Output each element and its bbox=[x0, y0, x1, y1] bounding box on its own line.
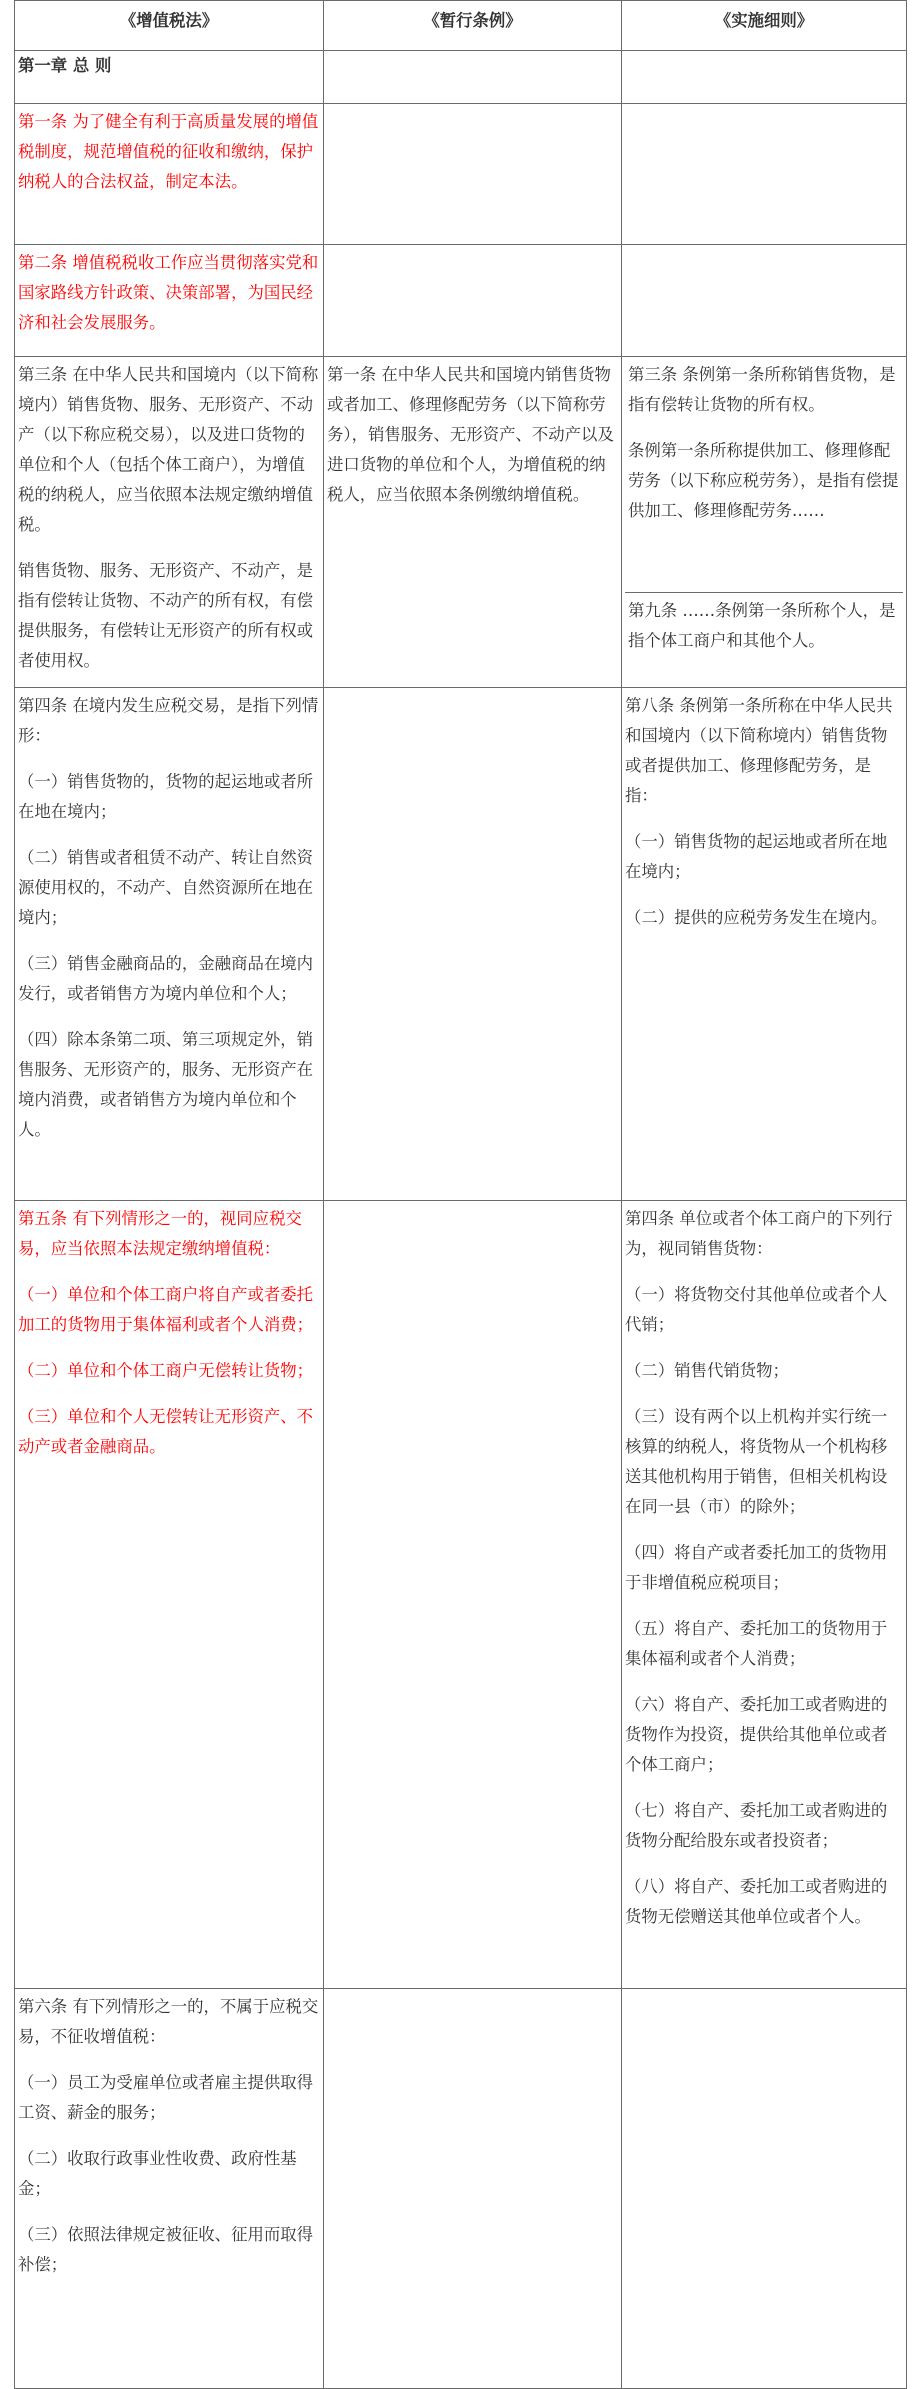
table-row-article-2 bbox=[15, 245, 907, 357]
article-1-text: 第一条 为了健全有利于高质量发展的增值税制度，规范增值税的征收和缴纳，保护纳税人的合法权益，制定本法。 bbox=[15, 104, 324, 245]
article-4-para-3: （二）销售或者租赁不动产、转让自然资源使用权的，不动产、自然资源所在地在境内； bbox=[18, 848, 314, 927]
article-6-para-3: （二）收取行政事业性收费、政府性基金； bbox=[18, 2149, 297, 2198]
article-4-para-2: （一）销售货物的，货物的起运地或者所在地在境内； bbox=[18, 772, 314, 821]
empty-cell bbox=[622, 51, 907, 104]
rules-article-8-para-1: 第八条 条例第一条所称在中华人民共和国境内（以下简称境内）销售货物或者提供加工、修理修配劳务，是指： bbox=[625, 696, 893, 805]
article-5-para-4: （三）单位和个人无偿转让无形资产、不动产或者金融商品。 bbox=[18, 1407, 314, 1456]
table-row-article-5 bbox=[15, 1201, 907, 1989]
empty-cell bbox=[324, 688, 622, 1201]
empty-cell bbox=[324, 245, 622, 357]
law-comparison-table bbox=[14, 0, 907, 2389]
article-5-para-1: 第五条 有下列情形之一的，视同应税交易，应当依照本法规定缴纳增值税： bbox=[18, 1209, 302, 1258]
rules-article-3 bbox=[625, 357, 903, 592]
chapter-title: 第一章 总 则 bbox=[15, 51, 324, 104]
table-row-article-4 bbox=[15, 688, 907, 1201]
rules-article-8-para-3: （二）提供的应税劳务发生在境内。 bbox=[625, 908, 888, 927]
article-6-cell bbox=[15, 1989, 324, 2389]
article-4-para-4: （三）销售金融商品的，金融商品在境内发行，或者销售方为境内单位和个人； bbox=[18, 954, 314, 1003]
empty-cell bbox=[324, 1989, 622, 2389]
rules-article-4-para-6: （五）将自产、委托加工的货物用于集体福利或者个人消费； bbox=[625, 1619, 888, 1668]
rules-article-4-para-5: （四）将自产或者委托加工的货物用于非增值税应税项目； bbox=[625, 1543, 888, 1592]
rules-article-3-9-cell bbox=[622, 357, 907, 688]
article-6-para-2: （一）员工为受雇单位或者雇主提供取得工资、薪金的服务； bbox=[18, 2073, 314, 2122]
article-2-text: 第二条 增值税税收工作应当贯彻落实党和国家路线方针政策、决策部署，为国民经济和社会发展服务。 bbox=[15, 245, 324, 357]
empty-cell bbox=[324, 1201, 622, 1989]
regulation-article-1: 第一条 在中华人民共和国境内销售货物或者加工、修理修配劳务（以下简称劳务），销售服务、无形资产、不动产以及进口货物的单位和个人，为增值税的纳税人，应当依照本条例缴纳增值税。 bbox=[324, 357, 622, 688]
article-4-para-5: （四）除本条第二项、第三项规定外，销售服务、无形资产的，服务、无形资产在境内消费，或者销售方为境内单位和个人。 bbox=[18, 1030, 314, 1139]
rules-article-4-para-4: （三）设有两个以上机构并实行统一核算的纳税人，将货物从一个机构移送其他机构用于销售，但相关机构设在同一县（市）的除外； bbox=[625, 1407, 888, 1516]
rules-article-4-para-8: （七）将自产、委托加工或者购进的货物分配给股东或者投资者； bbox=[625, 1801, 888, 1850]
article-5-para-2: （一）单位和个体工商户将自产或者委托加工的货物用于集体福利或者个人消费； bbox=[18, 1285, 314, 1334]
table-row-article-3 bbox=[15, 357, 907, 688]
article-6-para-1: 第六条 有下列情形之一的，不属于应税交易，不征收增值税： bbox=[18, 1997, 319, 2046]
article-6-para-4: （三）依照法律规定被征收、征用而取得补偿； bbox=[18, 2225, 314, 2274]
header-vat-law: 《增值税法》 bbox=[15, 1, 324, 51]
empty-cell bbox=[622, 104, 907, 245]
rules-article-4-para-9: （八）将自产、委托加工或者购进的货物无偿赠送其他单位或者个人。 bbox=[625, 1877, 888, 1926]
chapter-row bbox=[15, 51, 907, 104]
table-row-article-1 bbox=[15, 104, 907, 245]
article-3-para-1: 第三条 在中华人民共和国境内（以下简称境内）销售货物、服务、无形资产、不动产（以下称应税交易），以及进口货物的单位和个人（包括个体工商户），为增值税的纳税人，应当依照本法规定缴纳增值税。 bbox=[18, 365, 319, 534]
rules-article-4-para-1: 第四条 单位或者个体工商户的下列行为，视同销售货物： bbox=[625, 1209, 893, 1258]
empty-cell bbox=[324, 104, 622, 245]
article-5-cell bbox=[15, 1201, 324, 1989]
header-interim-regulations: 《暂行条例》 bbox=[324, 1, 622, 51]
rules-article-4-para-7: （六）将自产、委托加工或者购进的货物作为投资，提供给其他单位或者个体工商户； bbox=[625, 1695, 888, 1774]
article-3-para-2: 销售货物、服务、无形资产、不动产，是指有偿转让货物、不动产的所有权，有偿提供服务，有偿转让无形资产的所有权或者使用权。 bbox=[18, 561, 314, 670]
empty-cell bbox=[622, 1989, 907, 2389]
rules-article-4-para-2: （一）将货物交付其他单位或者个人代销； bbox=[625, 1285, 888, 1334]
rules-article-3-para-2: 条例第一条所称提供加工、修理修配劳务（以下称应税劳务），是指有偿提供加工、修理修配劳务…… bbox=[628, 441, 899, 520]
rules-article-4-para-3: （二）销售代销货物； bbox=[625, 1361, 789, 1380]
article-4-cell bbox=[15, 688, 324, 1201]
rules-article-4-cell bbox=[622, 1201, 907, 1989]
empty-cell bbox=[622, 245, 907, 357]
article-5-para-3: （二）单位和个体工商户无偿转让货物； bbox=[18, 1361, 314, 1380]
empty-cell bbox=[324, 51, 622, 104]
rules-article-8-para-2: （一）销售货物的起运地或者所在地在境内； bbox=[625, 832, 888, 881]
article-4-para-1: 第四条 在境内发生应税交易，是指下列情形： bbox=[18, 696, 319, 745]
article-3-cell bbox=[15, 357, 324, 688]
rules-article-3-para-1: 第三条 条例第一条所称销售货物，是指有偿转让货物的所有权。 bbox=[628, 365, 896, 414]
rules-article-8-cell bbox=[622, 688, 907, 1201]
table-row-article-6 bbox=[15, 1989, 907, 2389]
header-row bbox=[15, 1, 907, 51]
rules-article-9: 第九条 ……条例第一条所称个人，是指个体工商户和其他个人。 bbox=[625, 592, 903, 684]
header-implementation-rules: 《实施细则》 bbox=[622, 1, 907, 51]
comparison-table-wrapper bbox=[14, 0, 906, 2389]
